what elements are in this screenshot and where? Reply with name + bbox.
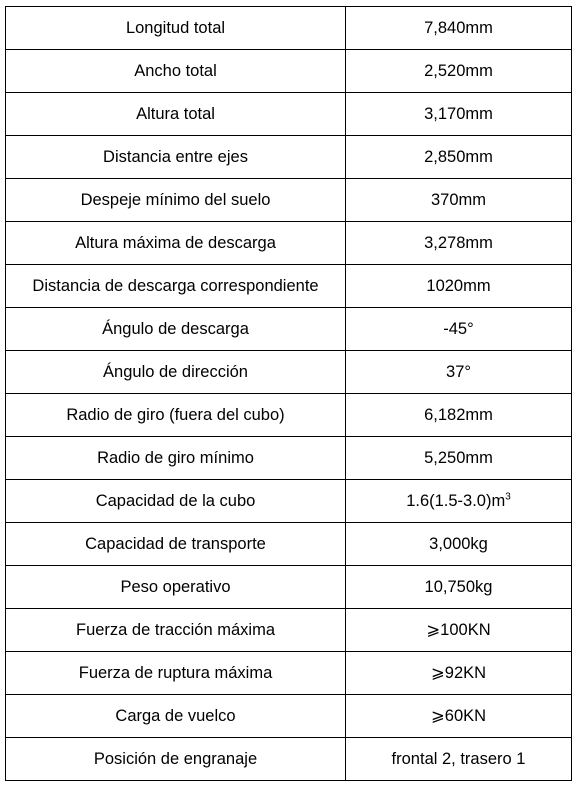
table-row [6, 480, 572, 523]
table-row [6, 308, 572, 351]
spec-value-text: 6,182mm [424, 405, 493, 424]
table-row [6, 7, 572, 50]
spec-value-text: 3,170mm [424, 104, 493, 123]
spec-value-text: 3,278mm [424, 233, 493, 252]
spec-label: Distancia de descarga correspondiente [6, 265, 346, 308]
spec-value [346, 351, 572, 394]
spec-value-text: 10,750kg [424, 577, 493, 596]
spec-value-text: 2,520mm [424, 61, 493, 80]
table-row [6, 652, 572, 695]
table-row [6, 566, 572, 609]
spec-value-text: frontal 2, trasero 1 [391, 749, 526, 768]
spec-label: Fuerza de tracción máxima [6, 609, 346, 652]
spec-table-body [6, 7, 572, 781]
spec-value-text: 2,850mm [424, 147, 493, 166]
spec-label: Ángulo de dirección [6, 351, 346, 394]
table-row [6, 222, 572, 265]
spec-value [346, 50, 572, 93]
table-row [6, 738, 572, 781]
spec-value-text: 7,840mm [424, 18, 493, 37]
spec-label: Posición de engranaje [6, 738, 346, 781]
spec-value [346, 480, 572, 523]
spec-value-text: 370mm [430, 190, 487, 209]
table-row [6, 695, 572, 738]
spec-value-text: 1.6(1.5-3.0)m [406, 491, 506, 510]
spec-label: Fuerza de ruptura máxima [6, 652, 346, 695]
spec-value [346, 523, 572, 566]
spec-value [346, 179, 572, 222]
spec-table [5, 6, 572, 781]
spec-value-text: 3,000kg [429, 534, 488, 553]
table-row [6, 265, 572, 308]
spec-value-text: ⩾92KN [430, 663, 487, 682]
spec-label: Altura total [6, 93, 346, 136]
spec-value-text: ⩾60KN [430, 706, 487, 725]
spec-value [346, 308, 572, 351]
spec-label: Distancia entre ejes [6, 136, 346, 179]
spec-value [346, 265, 572, 308]
spec-value-superscript: 3 [505, 491, 511, 503]
spec-label: Radio de giro mínimo [6, 437, 346, 480]
table-row [6, 437, 572, 480]
table-row [6, 351, 572, 394]
spec-value [346, 394, 572, 437]
spec-value-text: 37° [446, 362, 471, 381]
spec-value-text: 5,250mm [424, 448, 493, 467]
spec-value [346, 7, 572, 50]
spec-value [346, 738, 572, 781]
spec-label: Radio de giro (fuera del cubo) [6, 394, 346, 437]
spec-label: Capacidad de la cubo [6, 480, 346, 523]
spec-label: Altura máxima de descarga [6, 222, 346, 265]
spec-value [346, 609, 572, 652]
spec-label: Ancho total [6, 50, 346, 93]
spec-label: Ángulo de descarga [6, 308, 346, 351]
spec-value [346, 652, 572, 695]
table-row [6, 523, 572, 566]
spec-value-text: 1020mm [426, 276, 491, 295]
spec-value [346, 566, 572, 609]
spec-label: Carga de vuelco [6, 695, 346, 738]
table-row [6, 179, 572, 222]
spec-label: Longitud total [6, 7, 346, 50]
table-row [6, 50, 572, 93]
spec-label: Despeje mínimo del suelo [6, 179, 346, 222]
table-row [6, 609, 572, 652]
spec-value [346, 136, 572, 179]
spec-label: Peso operativo [6, 566, 346, 609]
spec-value [346, 93, 572, 136]
spec-value-text: ⩾100KN [426, 620, 491, 639]
spec-value [346, 437, 572, 480]
table-row [6, 394, 572, 437]
spec-value [346, 695, 572, 738]
spec-value [346, 222, 572, 265]
spec-value-text: -45° [443, 319, 474, 338]
table-row [6, 93, 572, 136]
spec-label: Capacidad de transporte [6, 523, 346, 566]
table-row [6, 136, 572, 179]
